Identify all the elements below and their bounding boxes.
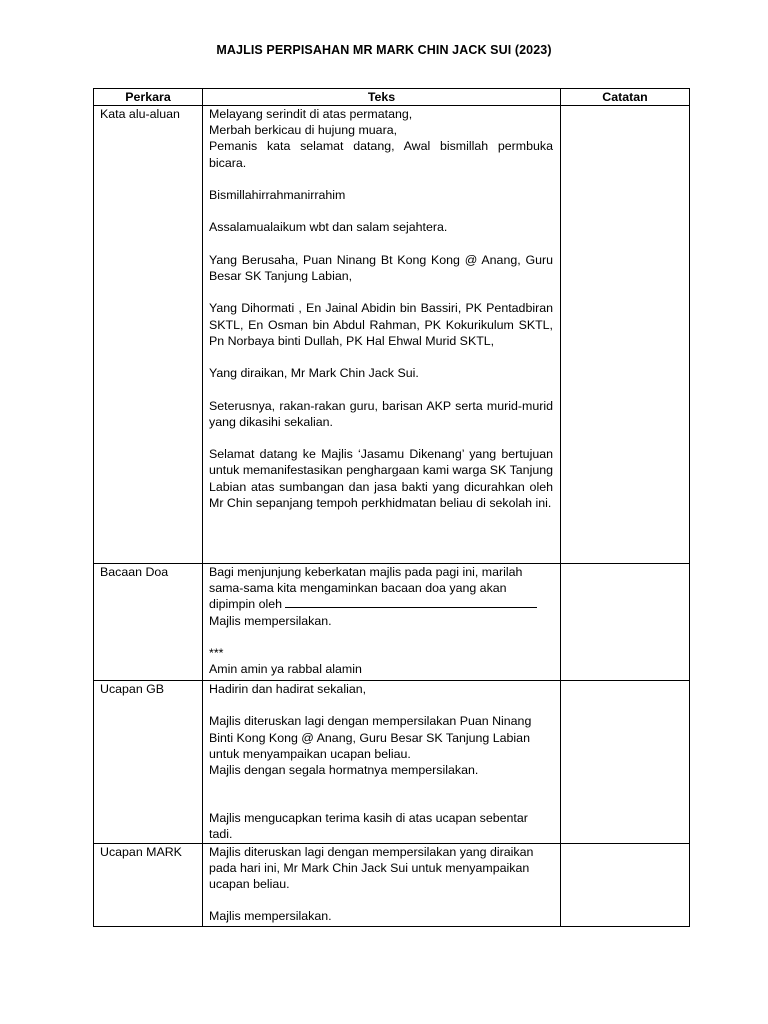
stars: ***: [209, 646, 224, 660]
teks-cell: [203, 681, 561, 844]
table-row: [94, 564, 690, 681]
paragraph: Assalamualaikum wbt dan salam sejahtera.: [209, 220, 448, 235]
pantun-line: Melayang serindit di atas permatang,: [209, 107, 413, 121]
page-title: MAJLIS PERPISAHAN MR MARK CHIN JACK SUI (2023): [216, 43, 552, 57]
paragraph: Majlis dengan segala hormatnya mempersilakan.: [209, 763, 479, 777]
paragraph: Selamat datang ke Majlis ‘Jasamu Dikenang’ yang bertujuan untuk memanifestasikan penghargaan kami warga SK Tanjung Labian atas sumbangan dan jasa bakti yang dicurahkan oleh Mr Chin sepanjang tempoh perkhidmatan beliau di sekolah ini.: [209, 447, 553, 510]
perkara-cell: Ucapan GB: [94, 681, 203, 844]
table-row: [94, 681, 690, 844]
program-table: [93, 88, 690, 927]
pantun-line: Merbah berkicau di hujung muara,: [209, 123, 398, 138]
teks-cell: [203, 106, 561, 564]
doa-intro: Bagi menjunjung keberkatan majlis pada pagi ini, marilah sama-sama kita mengaminkan bacaan doa yang akan dipimpin oleh: [209, 565, 523, 612]
perkara-cell: Ucapan MARK: [94, 843, 203, 926]
pantun-line: Pemanis kata selamat datang, Awal bismillah permbuka bicara.: [209, 139, 553, 170]
paragraph: Hadirin dan hadirat sekalian,: [209, 682, 367, 696]
header-perkara: Perkara: [94, 89, 203, 106]
paragraph: Majlis mempersilakan.: [209, 909, 332, 924]
perkara-cell: Kata alu-aluan: [94, 106, 203, 564]
pantun: [209, 106, 553, 171]
paragraph: Yang Berusaha, Puan Ninang Bt Kong Kong @ Anang, Guru Besar SK Tanjung Labian,: [209, 252, 553, 283]
catatan-cell: [561, 106, 690, 564]
paragraph: Majlis diteruskan lagi dengan mempersilakan Puan Ninang Binti Kong Kong @ Anang, Guru Besar SK Tanjung Labian untuk menyampaikan ucapan beliau.: [209, 714, 532, 761]
teks-cell: [203, 564, 561, 681]
paragraph: Majlis mempersilakan.: [209, 613, 332, 628]
header-teks: Teks: [203, 89, 561, 106]
paragraph: Amin amin ya rabbal alamin: [209, 662, 362, 677]
paragraph: Majlis diteruskan lagi dengan mempersilakan yang diraikan pada hari ini, Mr Mark Chin Jack Sui untuk menyampaikan ucapan beliau.: [209, 844, 534, 892]
catatan-cell: [561, 564, 690, 681]
name-blank-line: [285, 596, 537, 608]
paragraph: Yang Dihormati , En Jainal Abidin bin Bassiri, PK Pentadbiran SKTL, En Osman bin Abdul Rahman, PK Kokurikulum SKTL, Pn Norbaya binti Dullah, PK Hal Ehwal Murid SKTL,: [209, 301, 553, 348]
paragraph: Bismillahirrahmanirrahim: [209, 188, 346, 202]
header-catatan: Catatan: [561, 89, 690, 106]
table-row: [94, 843, 690, 926]
table-row: [94, 106, 690, 564]
catatan-cell: [561, 843, 690, 926]
paragraph: Seterusnya, rakan-rakan guru, barisan AKP serta murid-murid yang dikasihi sekalian.: [209, 398, 553, 429]
paragraph: Yang diraikan, Mr Mark Chin Jack Sui.: [209, 366, 419, 381]
teks-cell: [203, 843, 561, 926]
paragraph: [209, 564, 553, 613]
table-header-row: [94, 89, 690, 106]
perkara-cell: Bacaan Doa: [94, 564, 203, 681]
paragraph: Majlis mengucapkan terima kasih di atas ucapan sebentar tadi.: [209, 811, 528, 842]
catatan-cell: [561, 681, 690, 844]
